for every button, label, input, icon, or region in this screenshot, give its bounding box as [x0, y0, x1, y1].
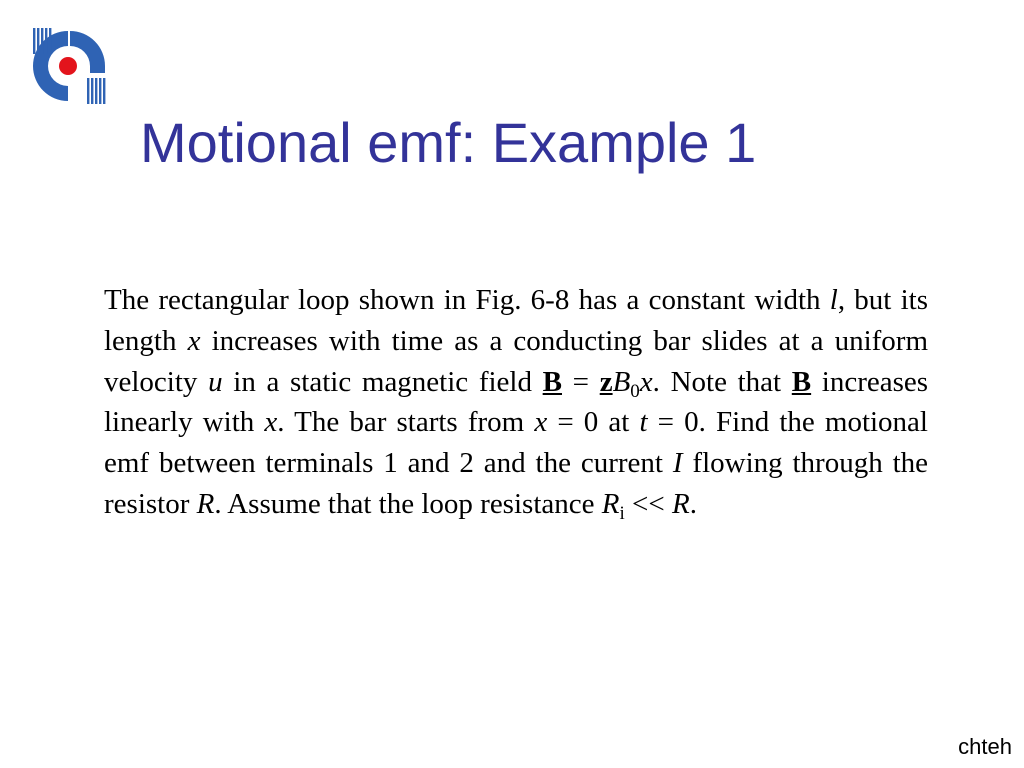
unit-vector-z: z — [599, 365, 613, 398]
footer-author: chteh — [958, 734, 1012, 759]
slide-title: Motional emf: Example 1 — [140, 111, 757, 174]
institution-logo — [30, 28, 108, 104]
vector-B: B — [542, 365, 562, 398]
vector-B: B — [791, 365, 812, 398]
problem-statement: The rectangular loop shown in Fig. 6-8 has a constant width l, but its length x increases with time as a conducting bar slides at a uniform velocity u in a static magnetic field $B = zB_0x$. Note that B increases linearly with x. The bar starts from x = 0 at t = 0. Find the motional emf between terminals 1 and 2 and the current I flowing through the resistor R. Assume that the loop resistance $R_i << R$. — [104, 284, 929, 524]
